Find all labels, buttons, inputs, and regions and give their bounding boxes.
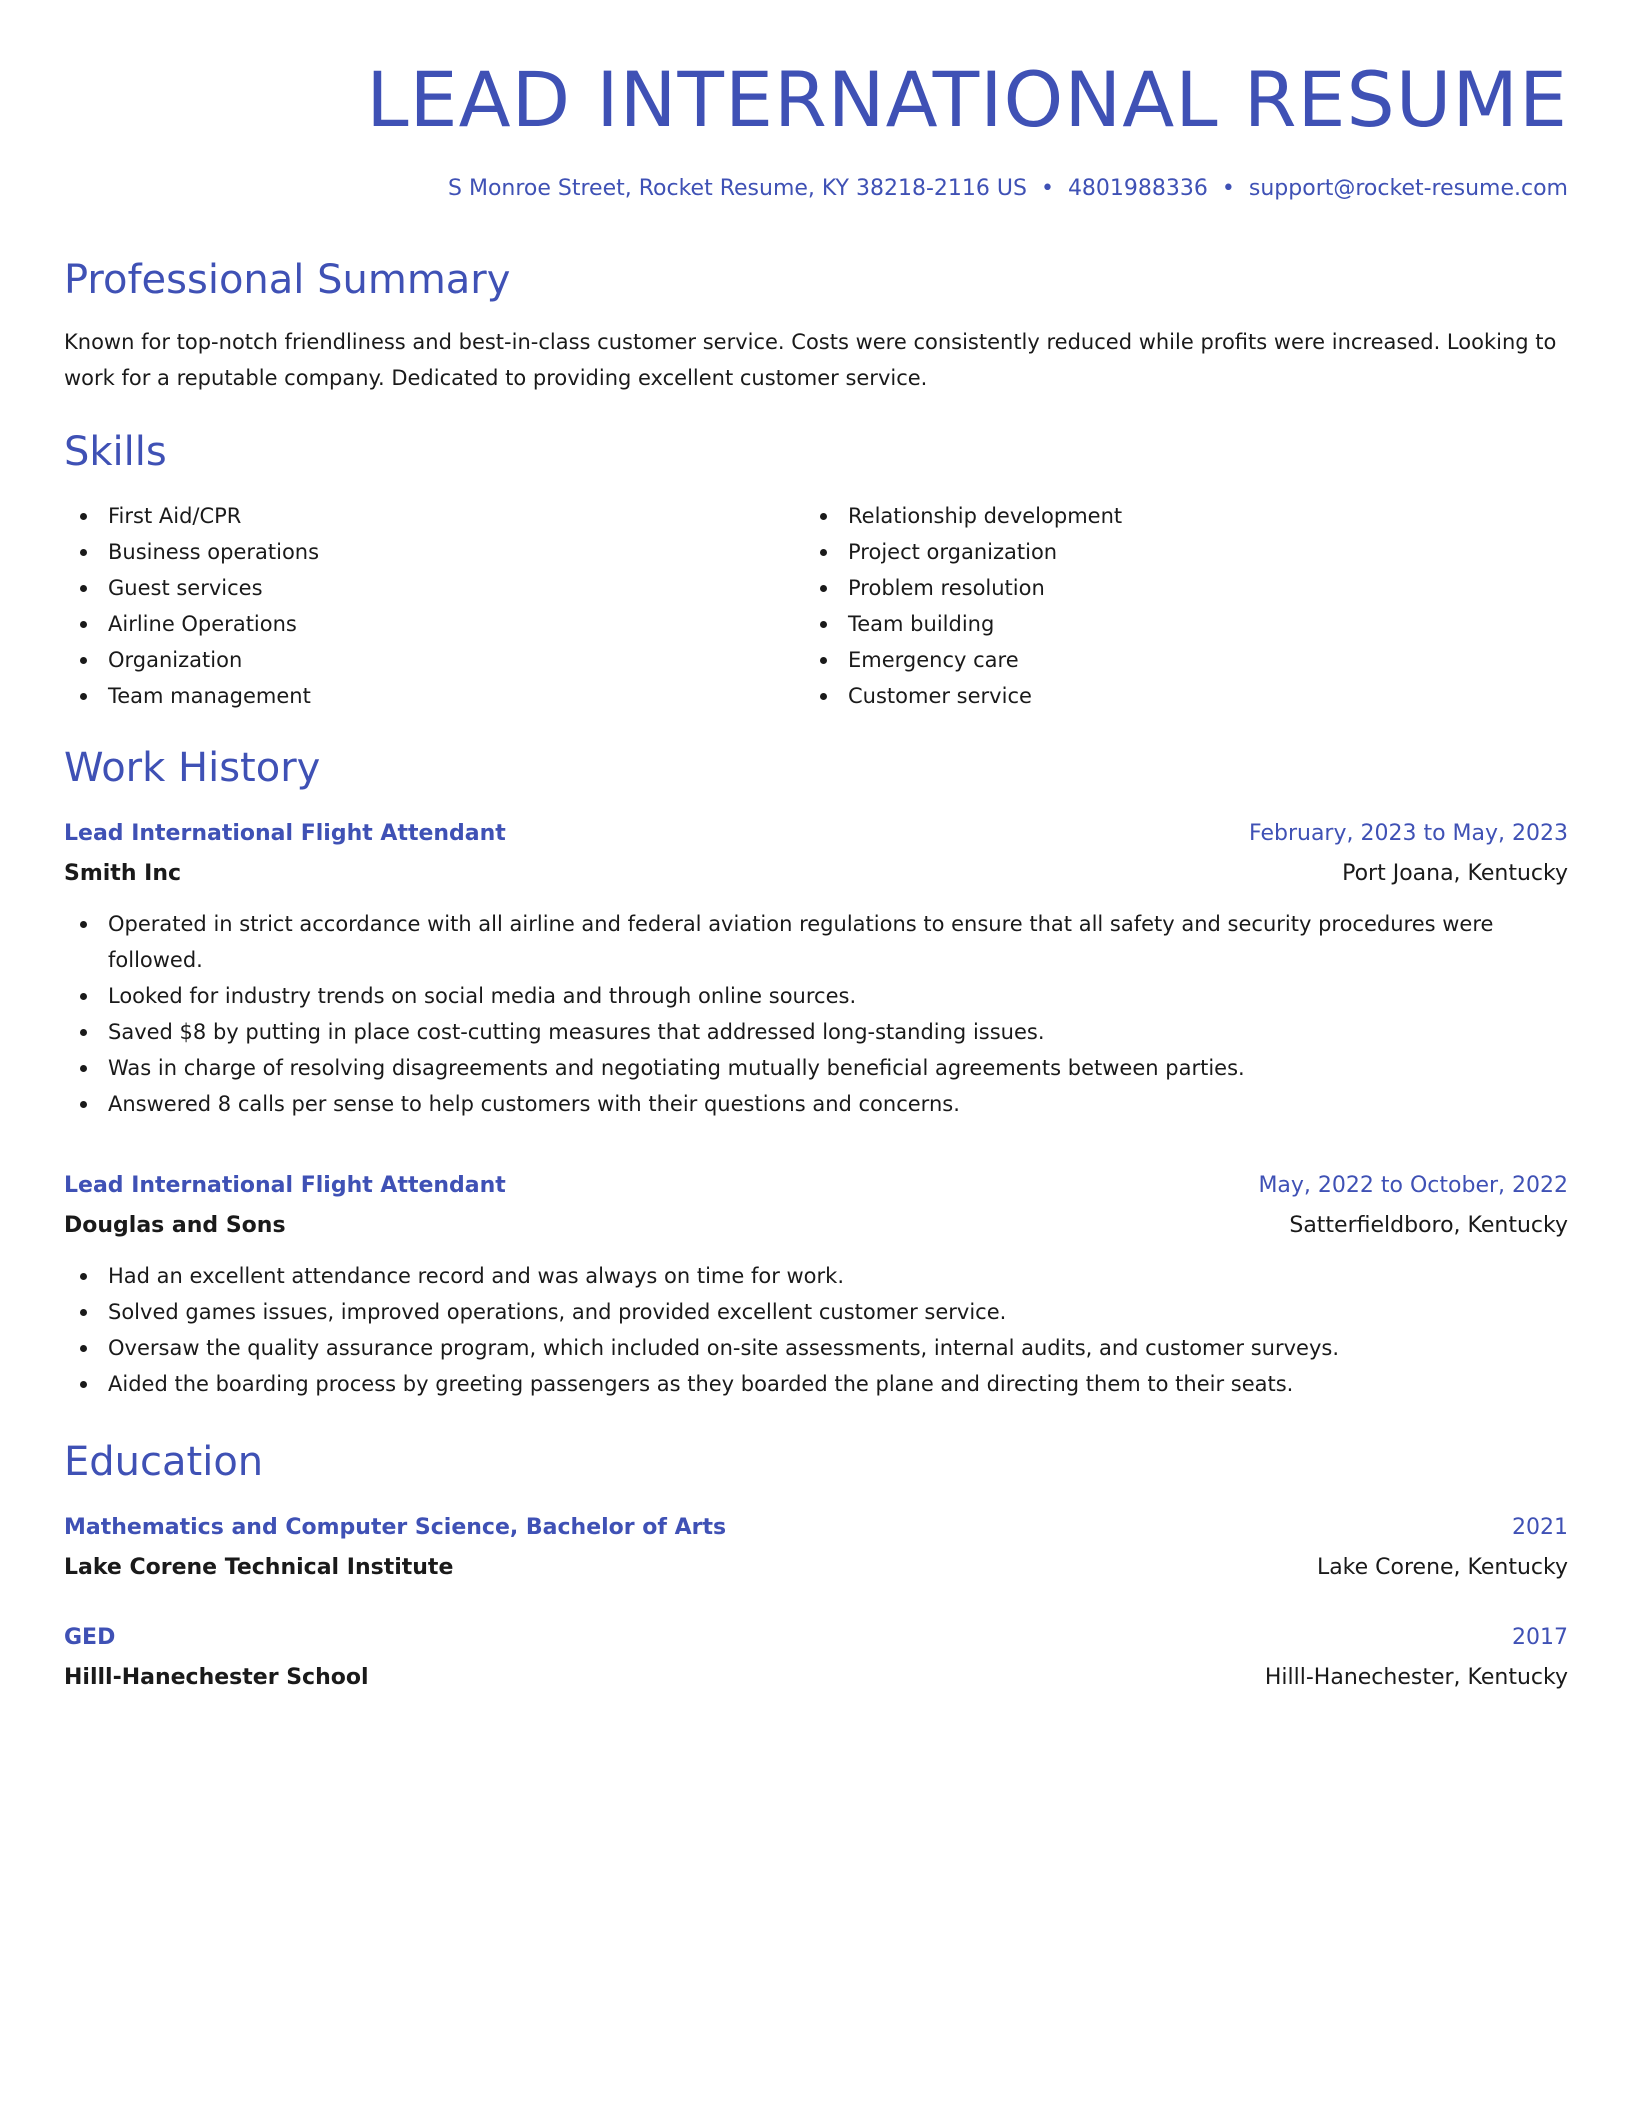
skill-label: Emergency care <box>848 647 1019 672</box>
job-bullet <box>64 1086 1568 1122</box>
skill-item <box>64 534 804 570</box>
job-bullet <box>64 978 1568 1014</box>
education-location: Lake Corene, Kentucky <box>1316 1554 1568 1580</box>
bullet-icon <box>80 1065 87 1072</box>
job-dates: February, 2023 to May, 2023 <box>1249 820 1568 846</box>
bullet-icon <box>820 585 827 592</box>
section-title-education: Education <box>64 1438 264 1485</box>
education-year: 2021 <box>1512 1514 1568 1540</box>
resume-name: LEAD INTERNATIONAL RESUME <box>366 55 1568 144</box>
bullet-icon <box>820 621 827 628</box>
skill-label: Project organization <box>848 539 1058 564</box>
job-title: Lead International Flight Attendant <box>64 820 506 846</box>
education-year: 2017 <box>1512 1624 1568 1650</box>
bullet-icon <box>80 513 87 520</box>
skills-section <box>64 428 1568 714</box>
skill-item <box>64 642 804 678</box>
bullet-icon <box>80 621 87 628</box>
job-company: Smith Inc <box>64 860 182 886</box>
skill-label: Guest services <box>108 575 263 600</box>
bullet-icon <box>80 1101 87 1108</box>
skill-item <box>64 606 804 642</box>
job-bullet-text: Oversaw the quality assurance program, which included on-site assessments, internal audits, and customer surveys. <box>108 1335 1340 1360</box>
job-entry <box>64 814 1568 1122</box>
job-company-row <box>64 1206 1568 1246</box>
job-bullet-text: Solved games issues, improved operations, and provided excellent customer service. <box>108 1299 1007 1324</box>
job-bullet <box>64 1330 1568 1366</box>
job-header-row <box>64 814 1568 854</box>
education-degree: Mathematics and Computer Science, Bachelor of Arts <box>64 1514 727 1540</box>
job-location: Satterfieldboro, Kentucky <box>1289 1212 1568 1238</box>
skill-item <box>64 570 804 606</box>
skills-list-right <box>804 498 1544 714</box>
skill-label: Team management <box>108 683 311 708</box>
job-bullet <box>64 1366 1568 1402</box>
job-location: Port Joana, Kentucky <box>1342 860 1568 886</box>
bullet-icon <box>80 549 87 556</box>
skills-column-left <box>64 498 804 714</box>
job-bullet-text: Looked for industry trends on social media and through online sources. <box>108 983 857 1008</box>
job-dates: May, 2022 to October, 2022 <box>1258 1172 1568 1198</box>
job-bullet <box>64 1014 1568 1050</box>
section-title-summary: Professional Summary <box>64 256 511 303</box>
education-section <box>64 1438 1568 1698</box>
contact-line <box>64 175 1568 204</box>
resume-header <box>64 52 1568 204</box>
bullet-icon <box>80 657 87 664</box>
bullet-icon <box>820 657 827 664</box>
section-title-skills: Skills <box>64 428 167 475</box>
job-bullet-text: Answered 8 calls per sense to help customers with their questions and concerns. <box>108 1091 960 1116</box>
summary-text: Known for top-notch friendliness and best-in-class customer service. Costs were consistently reduced while profits were increased. Looking to work for a reputable company. Dedicated to providing excellent customer service. <box>64 329 1557 390</box>
section-title-work-history: Work History <box>64 744 321 791</box>
education-location: Hilll-Hanechester, Kentucky <box>1264 1664 1568 1690</box>
job-bullet <box>64 906 1568 978</box>
bullet-icon <box>820 693 827 700</box>
skills-list-left <box>64 498 804 714</box>
skill-item <box>804 570 1544 606</box>
job-bullet-text: Had an excellent attendance record and was always on time for work. <box>108 1263 845 1288</box>
bullet-icon <box>80 1029 87 1036</box>
skill-item <box>804 534 1544 570</box>
job-bullet <box>64 1050 1568 1086</box>
education-school-row <box>64 1658 1568 1698</box>
job-bullet-text: Was in charge of resolving disagreements and negotiating mutually beneficial agreements between parties. <box>108 1055 1245 1080</box>
contact-address: S Monroe Street, Rocket Resume, KY 38218-2116 US <box>448 176 1027 201</box>
education-entry <box>64 1508 1568 1588</box>
bullet-icon <box>80 1309 87 1316</box>
bullet-icon <box>80 921 87 928</box>
bullet-icon <box>820 513 827 520</box>
education-degree: GED <box>64 1624 116 1650</box>
bullet-icon <box>80 1345 87 1352</box>
bullet-icon <box>80 1273 87 1280</box>
skill-label: First Aid/CPR <box>108 503 242 528</box>
skill-item <box>64 498 804 534</box>
education-school: Hilll-Hanechester School <box>64 1664 369 1690</box>
skills-columns <box>64 498 1568 714</box>
job-company: Douglas and Sons <box>64 1212 286 1238</box>
education-entry <box>64 1618 1568 1698</box>
education-school: Lake Corene Technical Institute <box>64 1554 454 1580</box>
skill-label: Organization <box>108 647 243 672</box>
skill-item <box>804 678 1544 714</box>
skill-label: Team building <box>848 611 995 636</box>
job-entry <box>64 1166 1568 1402</box>
skill-label: Relationship development <box>848 503 1123 528</box>
job-title: Lead International Flight Attendant <box>64 1172 506 1198</box>
job-bullets <box>64 906 1568 1122</box>
skill-label: Airline Operations <box>108 611 297 636</box>
job-bullets <box>64 1258 1568 1402</box>
professional-summary-section <box>64 256 1568 396</box>
education-header-row <box>64 1618 1568 1658</box>
education-school-row <box>64 1548 1568 1588</box>
bullet-icon <box>80 585 87 592</box>
skill-item <box>804 642 1544 678</box>
bullet-icon <box>80 1381 87 1388</box>
skill-item <box>64 678 804 714</box>
job-bullet <box>64 1294 1568 1330</box>
skill-label: Customer service <box>848 683 1032 708</box>
job-bullet-text: Saved $8 by putting in place cost-cutting measures that addressed long-standing issues. <box>108 1019 1045 1044</box>
skill-label: Business operations <box>108 539 320 564</box>
skill-label: Problem resolution <box>848 575 1045 600</box>
job-header-row <box>64 1166 1568 1206</box>
contact-email: support@rocket-resume.com <box>1248 176 1568 201</box>
skill-item <box>804 498 1544 534</box>
bullet-icon <box>820 549 827 556</box>
job-company-row <box>64 854 1568 894</box>
job-bullet-text: Aided the boarding process by greeting passengers as they boarded the plane and directing them to their seats. <box>108 1371 1294 1396</box>
bullet-icon <box>80 693 87 700</box>
job-bullet-text: Operated in strict accordance with all airline and federal aviation regulations to ensure that all safety and security procedures were followed. <box>108 911 1494 972</box>
skills-column-right <box>804 498 1544 714</box>
work-history-section <box>64 744 1568 1402</box>
contact-separator: • <box>1040 176 1054 201</box>
contact-separator: • <box>1221 176 1235 201</box>
contact-phone: 4801988336 <box>1067 176 1208 201</box>
skill-item <box>804 606 1544 642</box>
job-bullet <box>64 1258 1568 1294</box>
bullet-icon <box>80 993 87 1000</box>
education-header-row <box>64 1508 1568 1548</box>
